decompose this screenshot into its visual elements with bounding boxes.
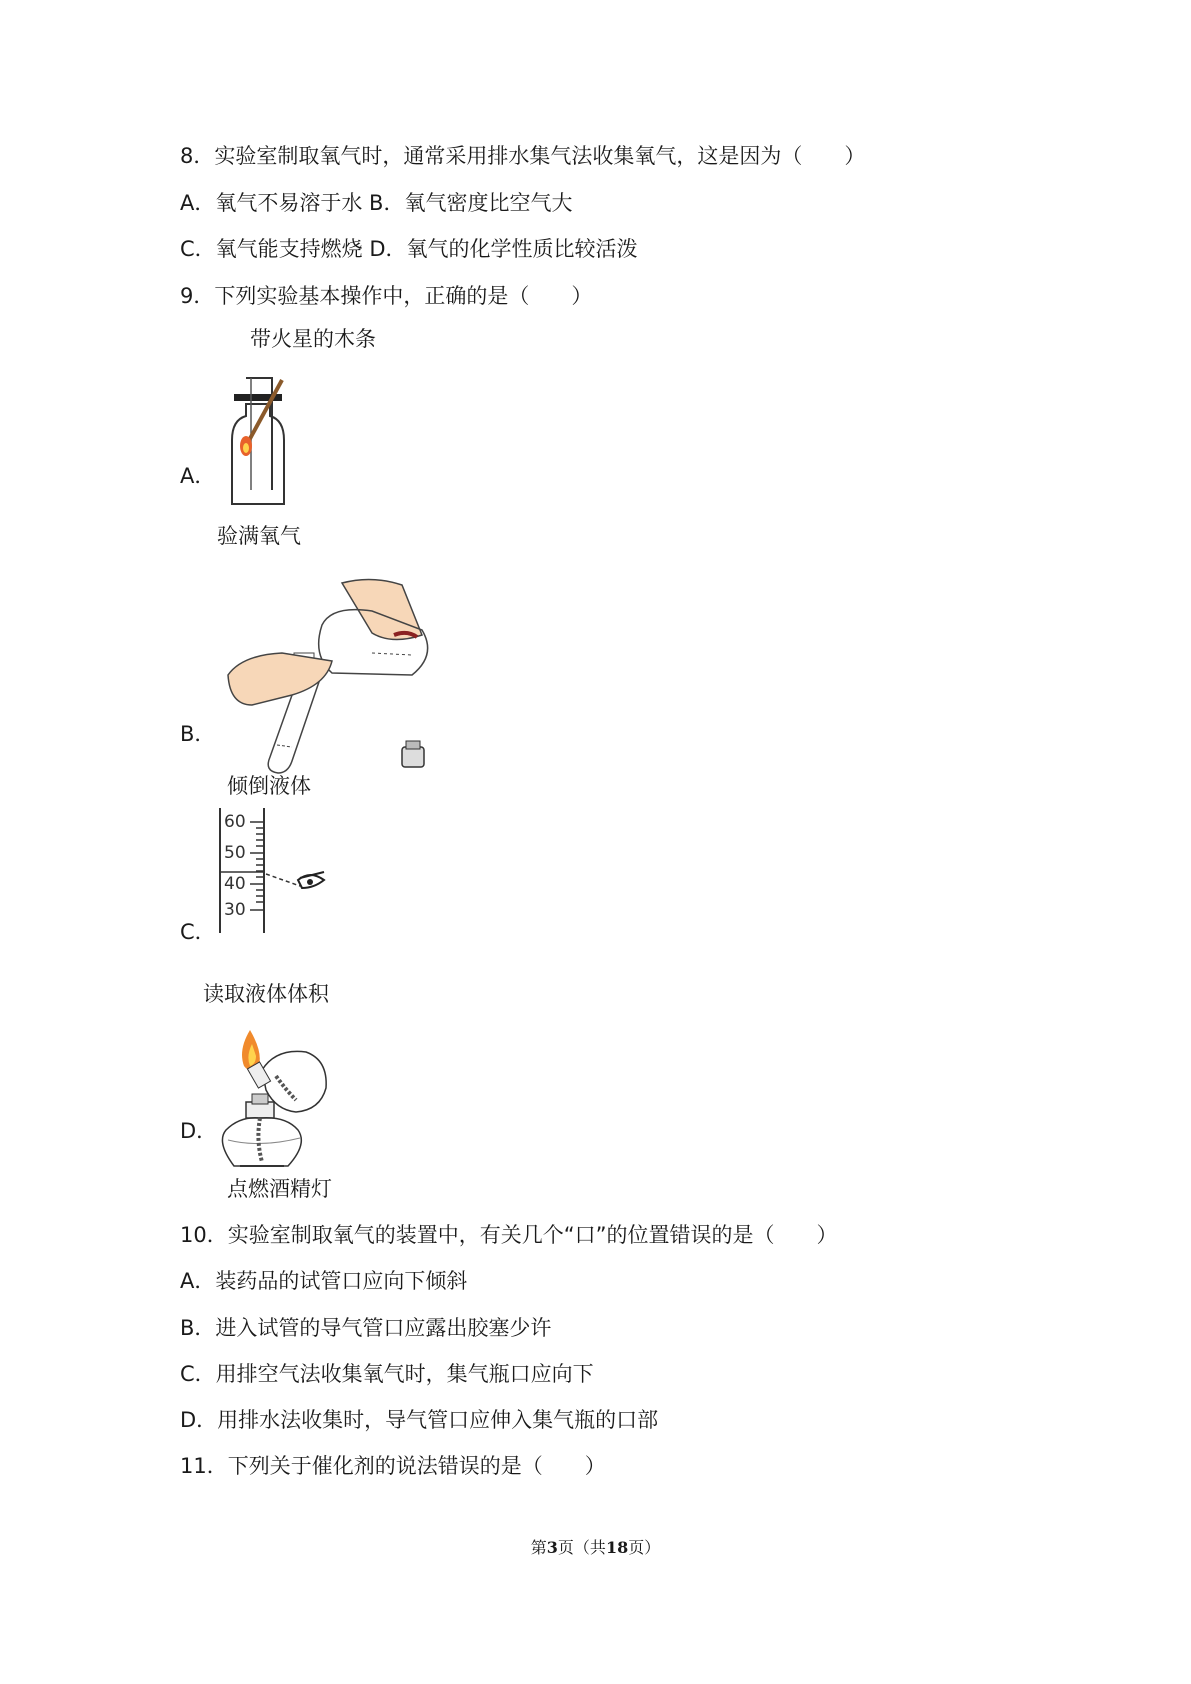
tick-label-40: 40	[224, 874, 246, 894]
q10-option-c: C．用排空气法收集氧气时，集气瓶口应向下	[180, 1362, 594, 1386]
q8-stem: 8．实验室制取氧气时，通常采用排水集气法收集氧气，这是因为（ ）	[180, 144, 866, 168]
footer-suffix: 页）	[628, 1538, 661, 1557]
footer-prefix: 第	[530, 1538, 547, 1557]
tick-label-60: 60	[224, 812, 246, 832]
footer-page-number: 3	[546, 1538, 558, 1557]
q9-a-caption: 验满氧气	[217, 524, 301, 548]
q10-option-a: A．装药品的试管口应向下倾斜	[180, 1269, 468, 1293]
q9-b-caption: 倾倒液体	[227, 774, 311, 798]
footer-mid: 页（共	[557, 1538, 606, 1557]
q9-c-label: C．	[180, 920, 216, 944]
q10-option-b: B．进入试管的导气管口应露出胶塞少许	[180, 1316, 552, 1340]
graduated-cylinder-figure	[214, 808, 334, 938]
tick-label-30: 30	[224, 900, 246, 920]
q9-stem: 9．下列实验基本操作中，正确的是（ ）	[180, 284, 593, 308]
tick-label-50: 50	[224, 843, 246, 863]
alcohol-lamp-figure	[216, 1030, 346, 1170]
q9-d-caption: 点燃酒精灯	[227, 1177, 332, 1201]
oxygen-test-bottle-figure	[218, 370, 298, 510]
q9-c-caption: 读取液体体积	[203, 982, 329, 1006]
q10-stem: 10．实验室制取氧气的装置中，有关几个“口”的位置错误的是（ ）	[180, 1223, 838, 1247]
q8-options-cd: C．氧气能支持燃烧 D．氧气的化学性质比较活泼	[180, 237, 638, 261]
footer-total-pages: 18	[605, 1538, 629, 1557]
q8-options-ab: A．氧气不易溶于水 B．氧气密度比空气大	[180, 191, 573, 215]
q9-d-label: D．	[180, 1119, 218, 1143]
q10-option-d: D．用排水法收集时，导气管口应伸入集气瓶的口部	[180, 1408, 659, 1432]
page-footer	[0, 1535, 1191, 1558]
q11-stem: 11．下列关于催化剂的说法错误的是（ ）	[180, 1454, 606, 1478]
q9-b-label: B．	[180, 722, 216, 746]
q9-a-top-caption: 带火星的木条	[250, 327, 376, 351]
q9-a-label: A．	[180, 464, 216, 488]
pour-liquid-figure	[222, 575, 442, 775]
